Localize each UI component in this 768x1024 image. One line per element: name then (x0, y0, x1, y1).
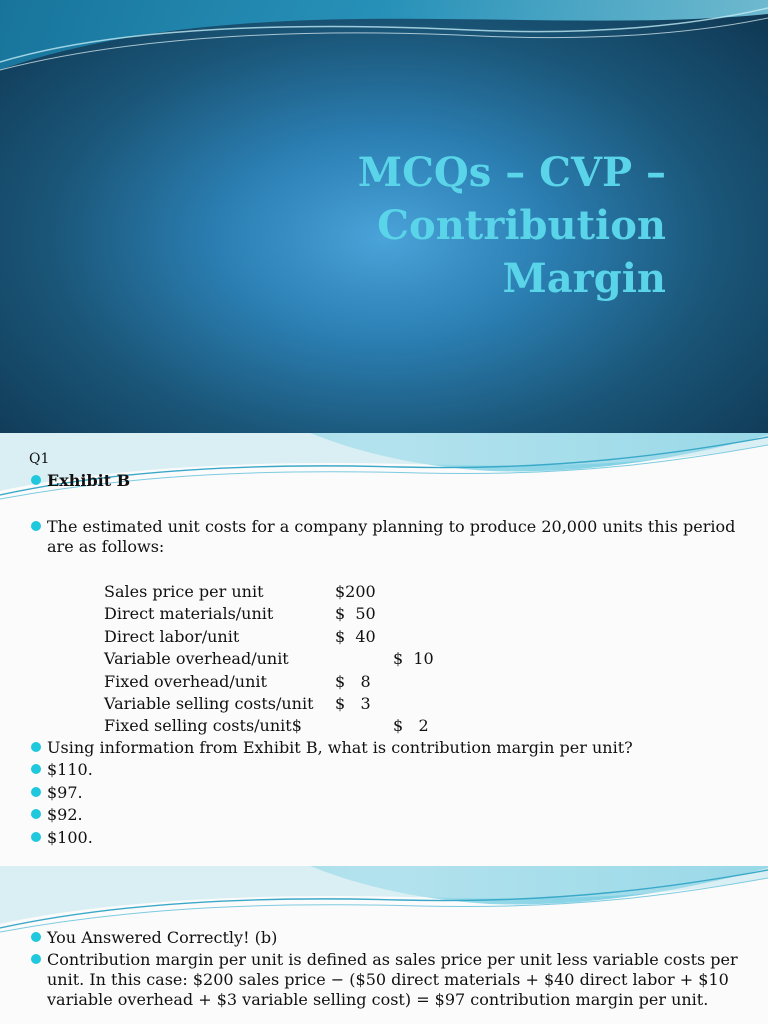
bullet-dot-icon (31, 932, 41, 942)
bullet-dot-icon (31, 809, 41, 819)
answer-option[interactable] (29, 760, 744, 780)
slide-title-line1: MCQs – CVP – Contribution (357, 149, 666, 249)
answer-option[interactable] (29, 783, 744, 803)
exhibit-heading: Exhibit B (47, 471, 131, 490)
result-bullet (29, 928, 744, 948)
cost-label: Direct materials/unit (104, 604, 274, 624)
cost-label: Direct labor/unit (104, 626, 240, 646)
question-text: Using information from Exhibit B, what is contribution margin per unit? (47, 738, 633, 757)
cost-label: Fixed selling costs/unit$ (104, 716, 302, 736)
cost-label: Fixed overhead/unit (104, 671, 267, 691)
bullet-dot-icon (31, 954, 41, 964)
bullet-dot-icon (31, 521, 41, 531)
answer-slide (0, 866, 768, 1024)
cost-row (104, 715, 504, 737)
cost-value: $ 10 (393, 649, 434, 669)
cost-row (104, 581, 504, 603)
cost-label: Variable selling costs/unit (104, 693, 314, 713)
cost-row (104, 648, 504, 670)
bullet-dot-icon (31, 742, 41, 752)
cost-row (104, 671, 504, 693)
cost-value: $ 8 (335, 671, 371, 691)
question-bullet (29, 738, 744, 758)
cost-row (104, 693, 504, 715)
cost-table (104, 581, 504, 738)
cost-value: $200 (335, 582, 376, 601)
explanation-text: Contribution margin per unit is defined as sales price per unit less variable costs per unit. In this case: $200 sales price − ($50 direct materials + $40 direct labor + $10 variable overhead + $3 variable selling cost) = $97 contribution margin per unit. (47, 950, 738, 1009)
result-text: You Answered Correctly! (b) (47, 928, 278, 947)
answer-option-text[interactable]: $97. (47, 783, 83, 802)
answer-option-text[interactable]: $92. (47, 805, 83, 824)
cost-label: Variable overhead/unit (104, 649, 289, 669)
answer-option-text[interactable]: $110. (47, 760, 93, 779)
intro-bullet (29, 517, 744, 557)
answer-option[interactable] (29, 805, 744, 825)
answer-option-text[interactable]: $100. (47, 828, 93, 847)
question-number: Q1 (29, 451, 50, 467)
explanation-bullet (29, 950, 744, 1010)
bullet-dot-icon (31, 475, 41, 485)
cost-row (104, 626, 504, 648)
bullet-dot-icon (31, 787, 41, 797)
cost-row (104, 603, 504, 625)
cost-value: $ 3 (335, 693, 371, 713)
cost-value: $ 2 (393, 716, 429, 736)
title-slide (0, 0, 768, 433)
slide-title (66, 146, 666, 305)
question-slide (0, 433, 768, 866)
slide-title-line2: Margin (502, 255, 666, 302)
cost-value: $ 40 (335, 626, 376, 646)
answer-option[interactable] (29, 828, 744, 848)
bullet-dot-icon (31, 764, 41, 774)
cost-label: Sales price per unit (104, 582, 264, 601)
cost-value: $ 50 (335, 604, 376, 624)
exhibit-bullet (29, 471, 744, 491)
intro-text: The estimated unit costs for a company planning to produce 20,000 units this period are as follows: (47, 517, 736, 556)
bullet-dot-icon (31, 832, 41, 842)
